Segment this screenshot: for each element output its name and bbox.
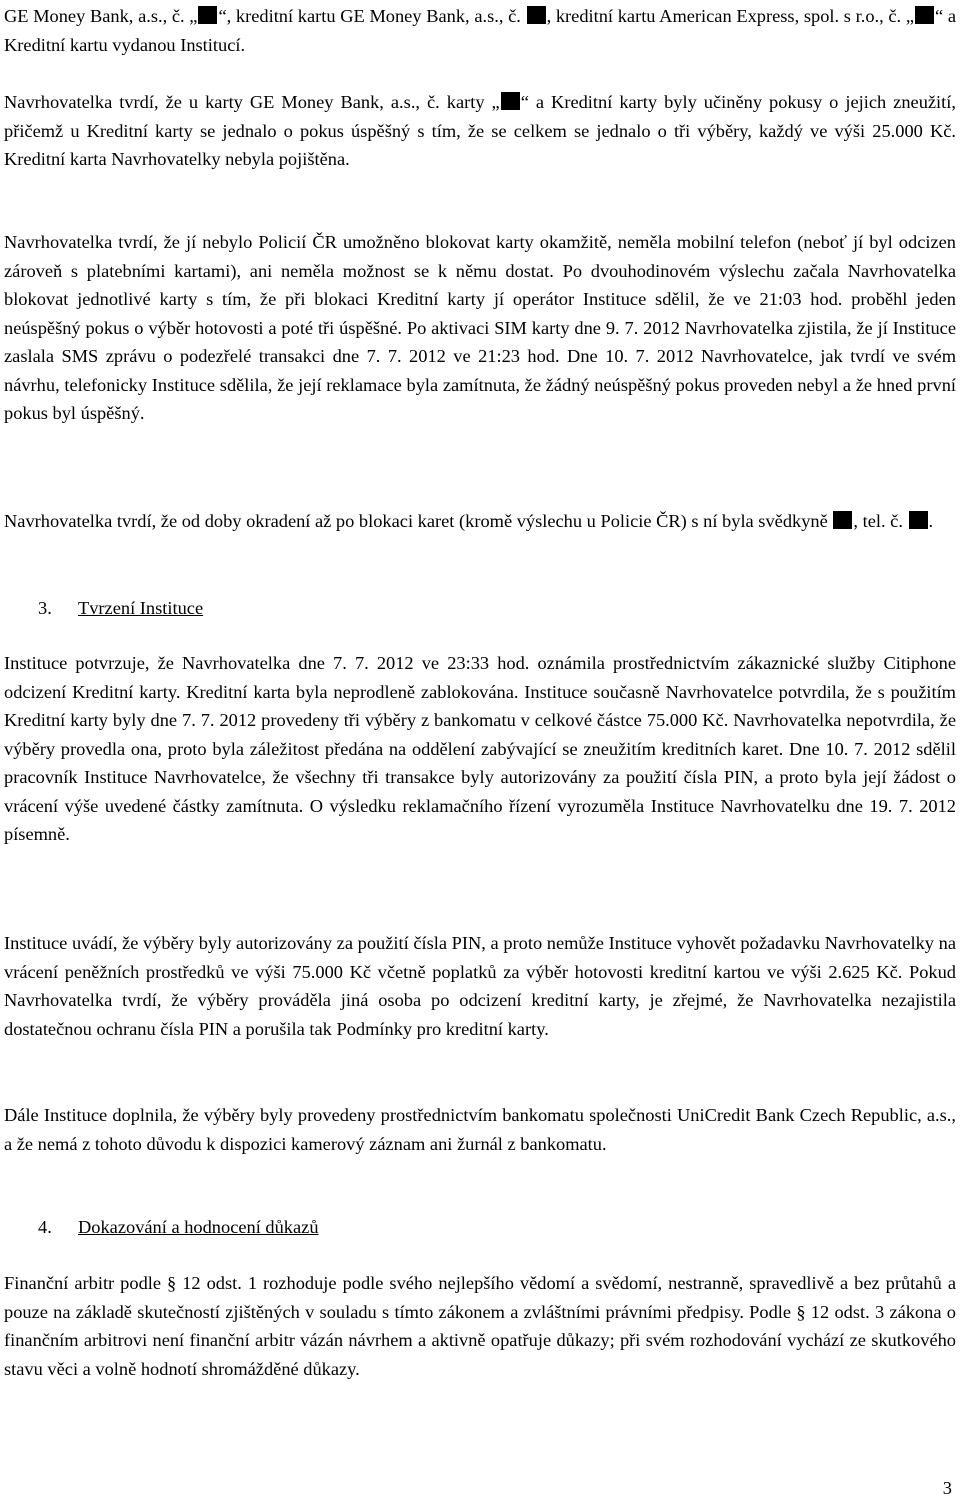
redaction-block [833, 511, 852, 529]
paragraph-arbiter: Finanční arbitr podle § 12 odst. 1 rozhoduje podle svého nejlepšího vědomí a svědomí, nestranně, spravedlivě a bez průtahů a pouze na základě skutečností zjištěných v souladu s tímto zákonem a zvláštními právními předpisy. Podle § 12 odst. 3 zákona o finančním arbitrovi není finanční arbitr vázán návrhem a aktivně opatřuje důkazy; při svém rozhodování vychází ze skutkového stavu věci a volně hodnotí shromážděné důkazy. [4, 1273, 956, 1379]
redaction-block [909, 511, 928, 529]
page-number: 3 [942, 1478, 952, 1498]
section-title: Tvrzení Instituce [78, 598, 204, 618]
section-heading-3 [38, 594, 203, 622]
paragraph-blocking-claim: Navrhovatelka tvrdí, že jí nebylo Policií ČR umožněno blokovat karty okamžitě, neměla mobilní telefon (neboť jí byl odcizen zároveň s platebními kartami), ani neměla možnost se k němu dostat. Po dvouhodinovém výslechu začala Navrhovatelka blokovat jednotlivé karty s tím, že při blokaci Kreditní karty jí operátor Instituce sdělil, že ve 21:03 hod. proběhl jeden neúspěšný pokus o výběr hotovosti a poté tři úspěšné. Po aktivaci SIM karty dne 9. 7. 2012 Navrhovatelka zjistila, že jí Instituce zaslala SMS zprávu o podezřelé transakci dne 7. 7. 2012 ve 21:23 hod. Dne 10. 7. 2012 Navrhovatelce, jak tvrdí ve svém návrhu, telefonicky Instituce sdělila, že její reklamace byla zamítnuta, že žádný neúspěšný pokus proveden nebyl a že hned první pokus byl úspěšný. [4, 232, 956, 423]
misuse-text-b: “ a Kreditní karty byly učiněny pokusy o jejich zneužití, přičemž u Kreditní karty se jednalo o pokus úspěšný s tím, že se celkem se jednalo o tři výběry, každý ve výši 25.000 Kč. Kreditní karta Navrhovatelky nebyla pojištěna. [4, 92, 956, 169]
card-list-text-c: , kreditní kartu American Express, spol. s r.o., č. „ [546, 6, 914, 26]
witness-text-b: , tel. č. [853, 511, 903, 531]
redaction-block [915, 6, 934, 24]
redaction-block [198, 6, 217, 24]
paragraph-witness [4, 507, 956, 536]
card-list-text-a: GE Money Bank, a.s., č. „ [4, 6, 198, 26]
misuse-text-a: Navrhovatelka tvrdí, že u karty GE Money Bank, a.s., č. karty „ [4, 92, 500, 112]
paragraph-card-list [4, 2, 956, 59]
redaction-block [527, 6, 546, 24]
section-number: 4. [38, 1217, 52, 1237]
witness-text-a: Navrhovatelka tvrdí, že od doby okradení až po blokaci karet (kromě výslechu u Policie ČR) s ní byla svědkyně [4, 511, 828, 531]
paragraph-misuse-claim [4, 88, 956, 174]
paragraph-institution-confirms: Instituce potvrzuje, že Navrhovatelka dne 7. 7. 2012 ve 23:33 hod. oznámila prostřednictvím zákaznické služby Citiphone odcizení Kreditní karty. Kreditní karta byla neprodleně zablokována. Instituce současně Navrhovatelce potvrdila, že s použitím Kreditní karty byly dne 7. 7. 2012 provedeny tři výběry z bankomatu v celkové částce 75.000 Kč. Navrhovatelka nepotvrdila, že výběry provedla ona, proto byla záležitost předána na oddělení zabývající se zneužitím kreditních karet. Dne 10. 7. 2012 sdělil pracovník Instituce Navrhovatelce, že všechny tři transakce byly autorizovány za použití čísla PIN, a proto byla její žádost o vrácení výše uvedené částky zamítnuta. O výsledku reklamačního řízení vyrozuměla Instituce Navrhovatelku dne 19. 7. 2012 písemně. [4, 653, 956, 844]
paragraph-institution-adds: Dále Instituce doplnila, že výběry byly provedeny prostřednictvím bankomatu společnosti UniCredit Bank Czech Republic, a.s., a že nemá z tohoto důvodu k dispozici kamerový záznam ani žurnál z bankomatu. [4, 1105, 956, 1154]
witness-text-c: . [928, 511, 934, 531]
card-list-text-d: “ a Kreditní kartu vydanou Institucí. [4, 6, 957, 55]
section-heading-4 [38, 1213, 319, 1241]
redaction-block [501, 92, 520, 110]
card-list-text-b: “, kreditní kartu GE Money Bank, a.s., č. [218, 6, 521, 26]
section-number: 3. [38, 598, 52, 618]
paragraph-institution-states: Instituce uvádí, že výběry byly autorizovány za použití čísla PIN, a proto nemůže Instituce vyhovět požadavku Navrhovatelky na vrácení peněžních prostředků ve výši 75.000 Kč včetně poplatků za výběr hotovosti kreditní kartou ve výši 2.625 Kč. Pokud Navrhovatelka tvrdí, že výběry prováděla jiná osoba po odcizení kreditní karty, je zřejmé, že Navrhovatelka nezajistila dostatečnou ochranu čísla PIN a porušila tak Podmínky pro kreditní karty. [4, 933, 956, 1039]
section-title: Dokazování a hodnocení důkazů [78, 1217, 319, 1237]
